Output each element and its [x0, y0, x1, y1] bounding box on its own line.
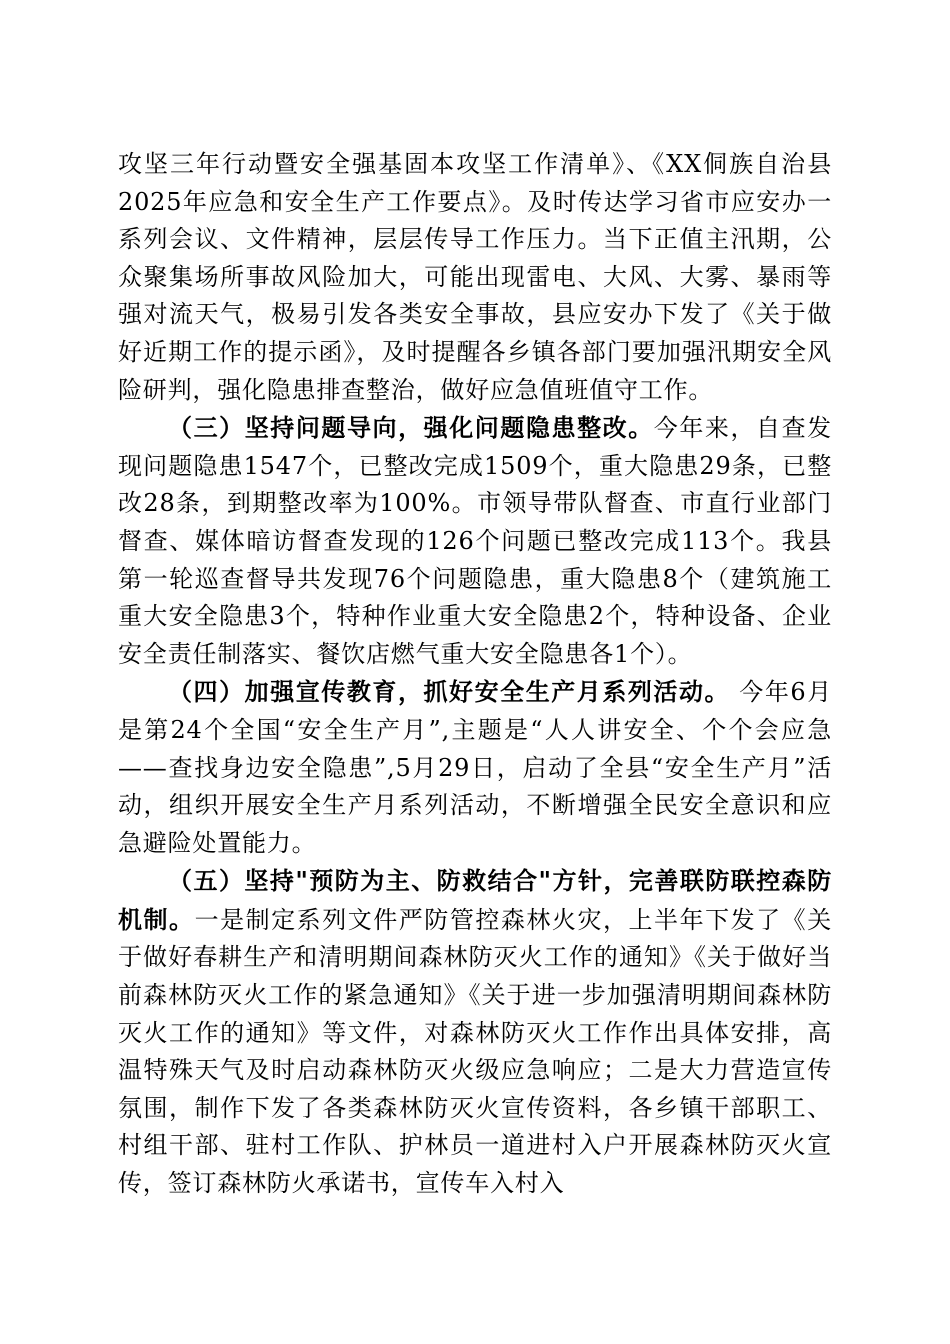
- paragraph-text: 今年6月是第24个全国“安全生产月”,主题是“人人讲安全、个个会应急——查找身边安全隐患”,5月29日，启动了全县“安全生产月”活动，组织开展安全生产月系列活动，不断增强全民安全意识和应急避险处置能力。: [118, 678, 832, 857]
- paragraph-section-5: [118, 862, 832, 1202]
- paragraph-text: 一是制定系列文件严防管控森林火灾，上半年下发了《关于做好春耕生产和清明期间森林防灭火工作的通知》《关于做好当前森林防灭火工作的紧急通知》《关于进一步加强清明期间森林防灭火工作的通知》等文件，对森林防灭火工作作出具体安排，高温特殊天气及时启动森林防灭火级应急响应；二是大力营造宣传氛围，制作下发了各类森林防灭火宣传资料，各乡镇干部职工、村组干部、驻村工作队、护林员一道进村入户开展森林防灭火宣传，签订森林防火承诺书，宣传车入村入: [118, 905, 832, 1198]
- section-heading: （五）坚持"预防为主、防救结合"方针，完善联防联控森防机制。: [118, 866, 832, 934]
- paragraph-continuation: [118, 146, 832, 409]
- section-heading: （三）坚持问题导向，强化问题隐患整改。: [168, 413, 654, 443]
- paragraph-section-3: [118, 409, 832, 673]
- document-body: [118, 146, 832, 1203]
- paragraph-text: 攻坚三年行动暨安全强基固本攻坚工作清单》、《XX侗族自治县2025年应急和安全生产工作要点》。及时传达学习省市应安办一系列会议、文件精神，层层传导工作压力。当下正值主汛期，公众聚集场所事故风险加大，可能出现雷电、大风、大雾、暴雨等强对流天气，极易引发各类安全事故，县应安办下发了《关于做好近期工作的提示函》，及时提醒各乡镇各部门要加强汛期安全风险研判，强化隐患排查整治，做好应急值班值守工作。: [118, 150, 832, 404]
- section-heading: （四）加强宣传教育，抓好安全生产月系列活动。: [168, 677, 731, 707]
- paragraph-text: 今年来，自查发现问题隐患1547个，已整改完成1509个，重大隐患29条，已整改28条，到期整改率为100%。市领导带队督查、市直行业部门督查、媒体暗访督查发现的126个问题已整改完成113个。我县第一轮巡查督导共发现76个问题隐患，重大隐患8个（建筑施工重大安全隐患3个，特种作业重大安全隐患2个，特种设备、企业安全责任制落实、餐饮店燃气重大安全隐患各1个）。: [118, 414, 832, 668]
- paragraph-section-4: [118, 673, 832, 862]
